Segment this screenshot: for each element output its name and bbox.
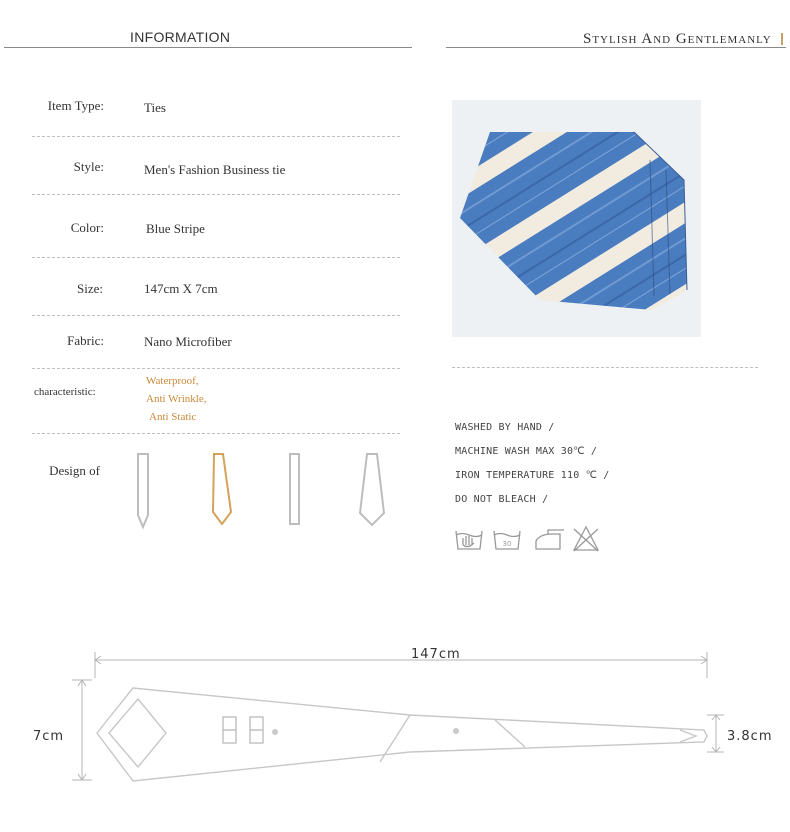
section-title: INFORMATION xyxy=(130,29,231,45)
care-line-hand-wash: WASHED BY HAND / xyxy=(455,422,555,433)
width-label: 7cm xyxy=(33,729,65,744)
spec-value-color: Blue Stripe xyxy=(146,221,205,236)
brand-tagline: Stylish And Gentlemanly xyxy=(583,31,772,47)
care-icons xyxy=(454,523,604,555)
tie-dimension-diagram xyxy=(0,620,790,790)
tagline-accent-mark xyxy=(781,33,783,45)
care-line-no-bleach: DO NOT BLEACH / xyxy=(455,494,549,505)
spec-label-fabric: Fabric: xyxy=(67,333,104,348)
spec-label-size: Size: xyxy=(77,281,103,296)
divider xyxy=(32,433,400,434)
characteristic-value: Anti Static xyxy=(149,411,197,423)
tie-label-tags xyxy=(223,717,263,743)
spec-label-color: Color: xyxy=(70,220,104,235)
divider xyxy=(32,194,400,195)
spec-value-fabric: Nano Microfiber xyxy=(144,334,232,349)
striped-tie-image xyxy=(452,100,701,337)
tie-style-icon xyxy=(138,454,148,527)
divider xyxy=(32,315,400,316)
spec-label-item-type: Item Type: xyxy=(47,98,104,113)
design-label: Design of xyxy=(49,463,100,478)
care-line-iron: IRON TEMPERATURE 110 ℃ / xyxy=(455,470,610,481)
no-bleach-icon xyxy=(574,527,598,551)
divider xyxy=(32,368,400,369)
tie-style-icon-selected xyxy=(213,454,231,524)
wash-temp-label: 30 xyxy=(502,540,512,548)
tip-width-label: 3.8cm xyxy=(727,729,773,744)
product-photo xyxy=(452,100,701,337)
characteristic-value: Anti Wrinkle, xyxy=(146,393,207,405)
tie-keep-loop xyxy=(453,728,459,734)
spec-label-style: Style: xyxy=(73,159,104,174)
tie-keep-loop xyxy=(272,729,278,735)
length-label: 147cm xyxy=(411,647,461,662)
tie-outline xyxy=(97,688,707,781)
tie-style-icon xyxy=(360,454,384,525)
spec-value-size: 147cm X 7cm xyxy=(144,281,218,296)
characteristic-value: Waterproof, xyxy=(146,375,199,387)
tie-design-options xyxy=(120,450,400,532)
divider xyxy=(32,136,400,137)
care-line-machine-wash: MACHINE WASH MAX 30℃ / xyxy=(455,446,598,457)
divider xyxy=(32,257,400,258)
tie-style-icon xyxy=(290,454,299,524)
hand-wash-icon xyxy=(456,531,482,549)
header-line-left xyxy=(4,47,412,48)
spec-value-style: Men's Fashion Business tie xyxy=(144,162,286,177)
spec-value-item-type: Ties xyxy=(144,100,166,115)
iron-icon xyxy=(536,530,564,549)
divider xyxy=(452,367,758,368)
characteristic-label: characteristic: xyxy=(34,386,96,398)
